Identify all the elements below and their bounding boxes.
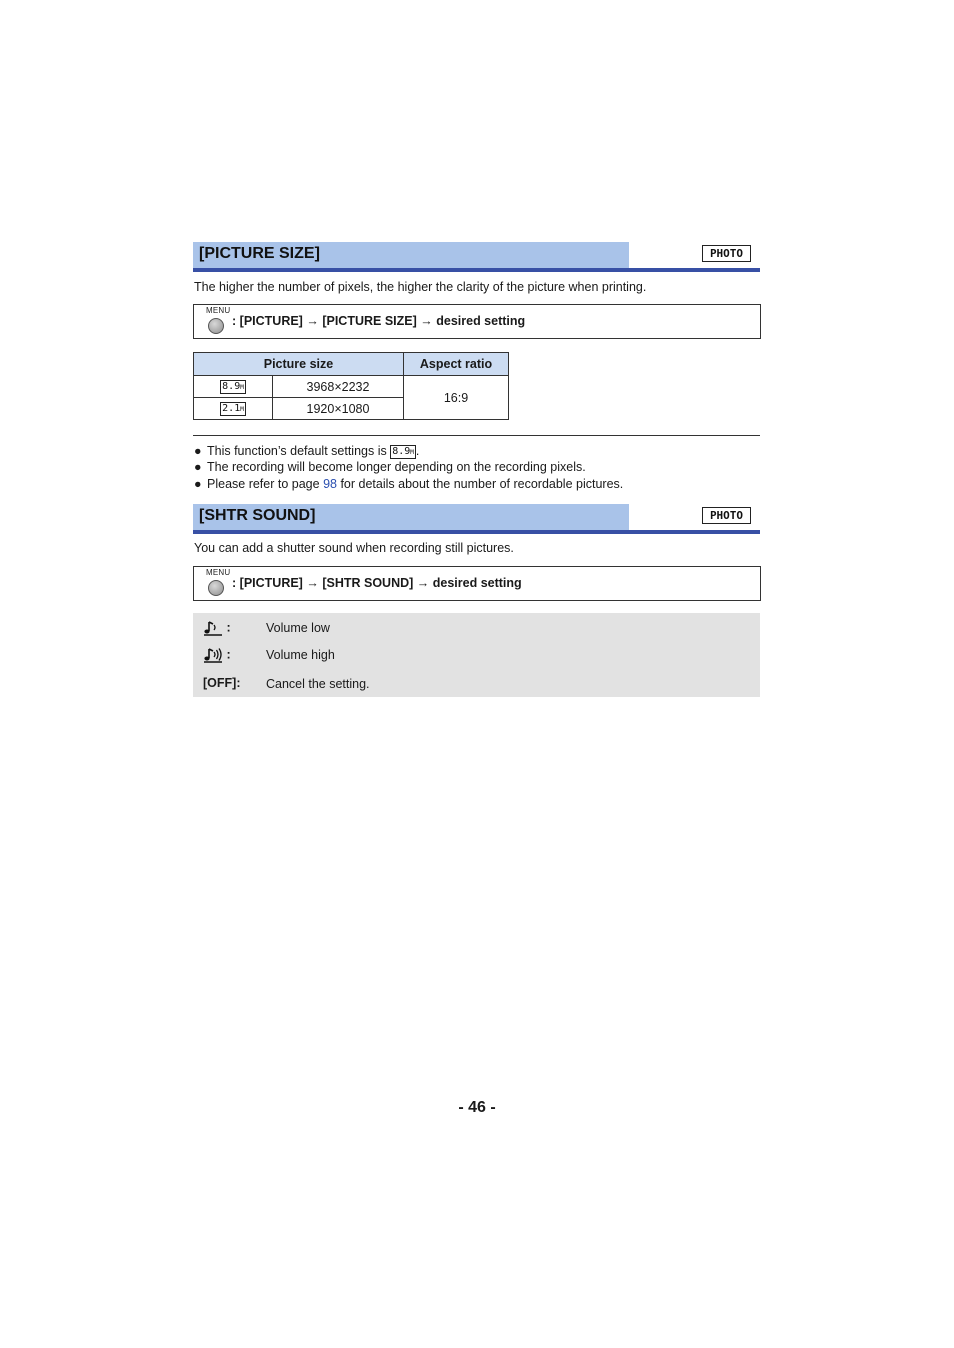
bullet-icon: ● xyxy=(194,477,202,491)
option-key: [OFF]: xyxy=(203,676,241,690)
picture-size-menu-path xyxy=(193,304,761,339)
shtr-sound-options xyxy=(193,613,760,697)
note-refer-page: ● Please refer to page 98 for details about the number of recordable pictures. xyxy=(194,477,624,491)
table-row xyxy=(194,376,509,398)
option-value: Volume low xyxy=(266,621,330,635)
note-recording-length: ● The recording will become longer depending on the recording pixels. xyxy=(194,460,586,474)
arrow-icon: → xyxy=(416,576,430,590)
shtr-sound-description: You can add a shutter sound when recording still pictures. xyxy=(194,541,514,555)
arrow-icon: → xyxy=(420,314,433,328)
size-value: 1920×1080 xyxy=(273,398,404,420)
option-volume-high xyxy=(193,642,760,666)
arrow-icon: → xyxy=(306,314,319,328)
size-value: 3968×2232 xyxy=(273,376,404,398)
section-title: [SHTR SOUND] xyxy=(199,507,316,524)
path-item-picture: [PICTURE] xyxy=(239,576,303,590)
shtr-sound-menu-path xyxy=(193,566,761,601)
shtr-sound-section-header xyxy=(193,504,760,534)
section-rule xyxy=(193,268,760,272)
option-off xyxy=(193,671,760,695)
picture-size-table xyxy=(193,352,509,420)
path-separator: : xyxy=(232,576,237,590)
path-item-picture-size: [PICTURE SIZE] xyxy=(322,314,417,328)
size-icon-cell xyxy=(194,398,273,420)
picture-size-section-header xyxy=(193,242,760,272)
menu-label: MENU xyxy=(206,306,231,315)
photo-mode-badge: PHOTO xyxy=(702,507,751,524)
header-aspect-ratio: Aspect ratio xyxy=(404,353,509,376)
menu-dial-icon xyxy=(208,318,224,334)
menu-path-text xyxy=(232,575,522,591)
path-item-desired-setting: desired setting xyxy=(432,576,522,590)
note-default-setting: ● This function’s default settings is 8.9M . xyxy=(194,444,420,458)
sound-high-icon xyxy=(203,646,223,664)
menu-path-text xyxy=(232,313,525,329)
page-number: - 46 - xyxy=(458,1099,496,1116)
path-item-shtr-sound: [SHTR SOUND] xyxy=(322,576,414,590)
header-picture-size: Picture size xyxy=(194,353,404,376)
page-98-link[interactable]: 98 xyxy=(323,477,337,491)
menu-button-icon xyxy=(204,306,230,336)
aspect-ratio-value: 16:9 xyxy=(404,376,509,420)
menu-button-icon xyxy=(204,568,230,598)
resolution-8-9m-icon: 8.9M xyxy=(392,445,414,457)
arrow-icon: → xyxy=(306,576,319,590)
path-separator: : xyxy=(232,314,237,328)
menu-label: MENU xyxy=(206,568,231,577)
bullet-icon: ● xyxy=(194,444,202,458)
resolution-2-1m-icon: 2.1M xyxy=(222,402,244,414)
menu-dial-icon xyxy=(208,580,224,596)
path-item-desired-setting: desired setting xyxy=(436,314,526,328)
option-volume-low xyxy=(193,615,760,639)
option-value: Cancel the setting. xyxy=(266,677,370,691)
option-value: Volume high xyxy=(266,648,335,662)
size-icon-cell xyxy=(194,376,273,398)
picture-size-description: The higher the number of pixels, the higher the clarity of the picture when printing. xyxy=(194,280,647,294)
option-key: : xyxy=(226,620,231,635)
section-rule xyxy=(193,530,760,534)
bullet-icon: ● xyxy=(194,460,202,474)
notes-divider xyxy=(193,435,760,436)
option-key: : xyxy=(226,647,231,662)
resolution-8-9m-icon: 8.9M xyxy=(222,380,244,392)
path-item-picture: [PICTURE] xyxy=(239,314,303,328)
sound-low-icon xyxy=(203,619,223,637)
photo-mode-badge: PHOTO xyxy=(702,245,751,262)
section-title: [PICTURE SIZE] xyxy=(199,245,320,262)
